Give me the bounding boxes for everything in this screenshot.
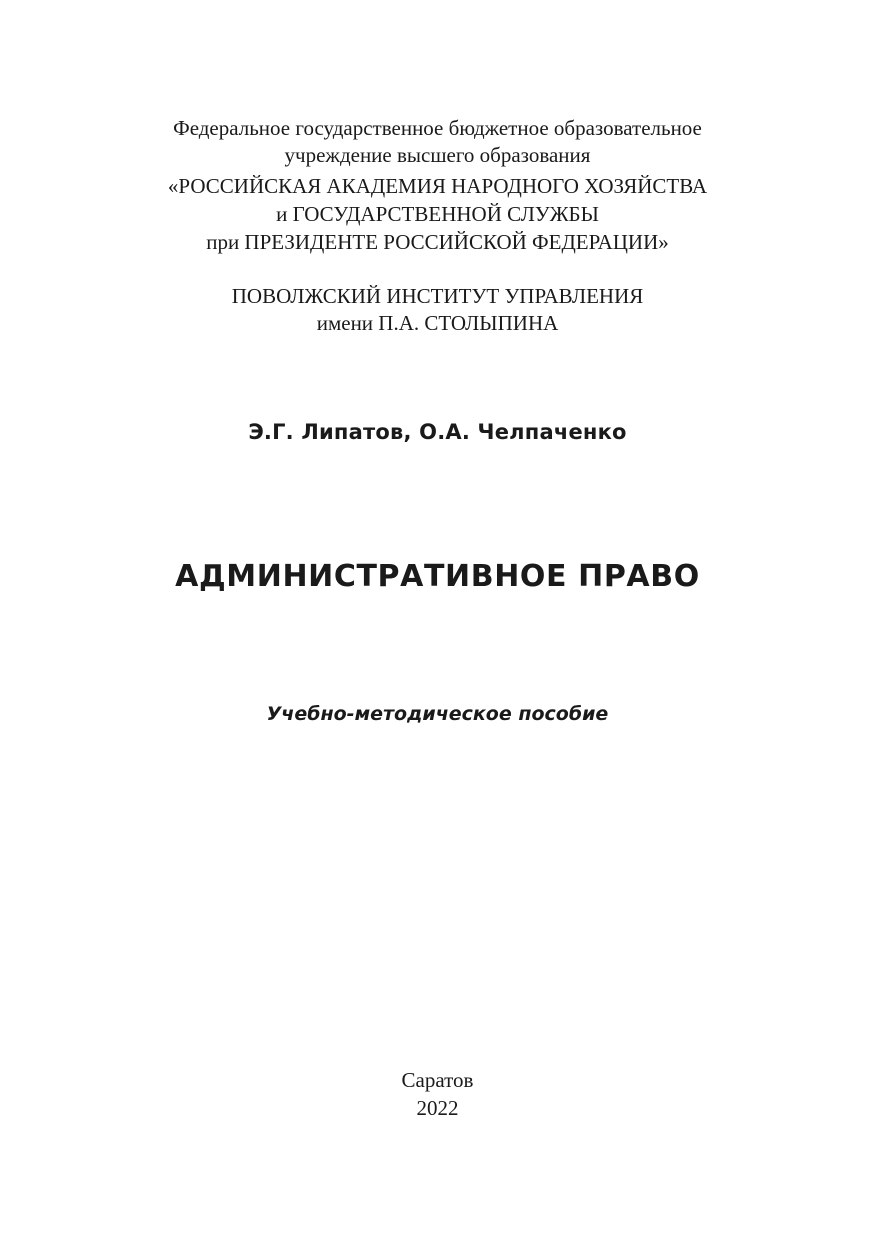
- authors: Э.Г. Липатов, О.А. Челпаченко: [248, 420, 627, 444]
- institution-line-5: при ПРЕЗИДЕНТЕ РОССИЙСКОЙ ФЕДЕРАЦИИ»: [206, 230, 669, 254]
- book-subtitle: Учебно-методическое пособие: [266, 703, 609, 725]
- institute-line-2: имени П.А. СТОЛЫПИНА: [316, 311, 559, 335]
- book-title: АДМИНИСТРАТИВНОЕ ПРАВО: [175, 559, 700, 594]
- imprint-city: Саратов: [401, 1068, 474, 1092]
- institution-line-2: учреждение высшего образования: [284, 143, 591, 167]
- imprint-year: 2022: [416, 1096, 459, 1120]
- institution-line-1: Федеральное государственное бюджетное образовательное: [173, 116, 702, 140]
- institute-line-1: ПОВОЛЖСКИЙ ИНСТИТУТ УПРАВЛЕНИЯ: [231, 284, 644, 308]
- institution-line-4: и ГОСУДАРСТВЕННОЙ СЛУЖБЫ: [276, 202, 599, 226]
- institution-line-3: «РОССИЙСКАЯ АКАДЕМИЯ НАРОДНОГО ХОЗЯЙСТВА: [167, 174, 708, 198]
